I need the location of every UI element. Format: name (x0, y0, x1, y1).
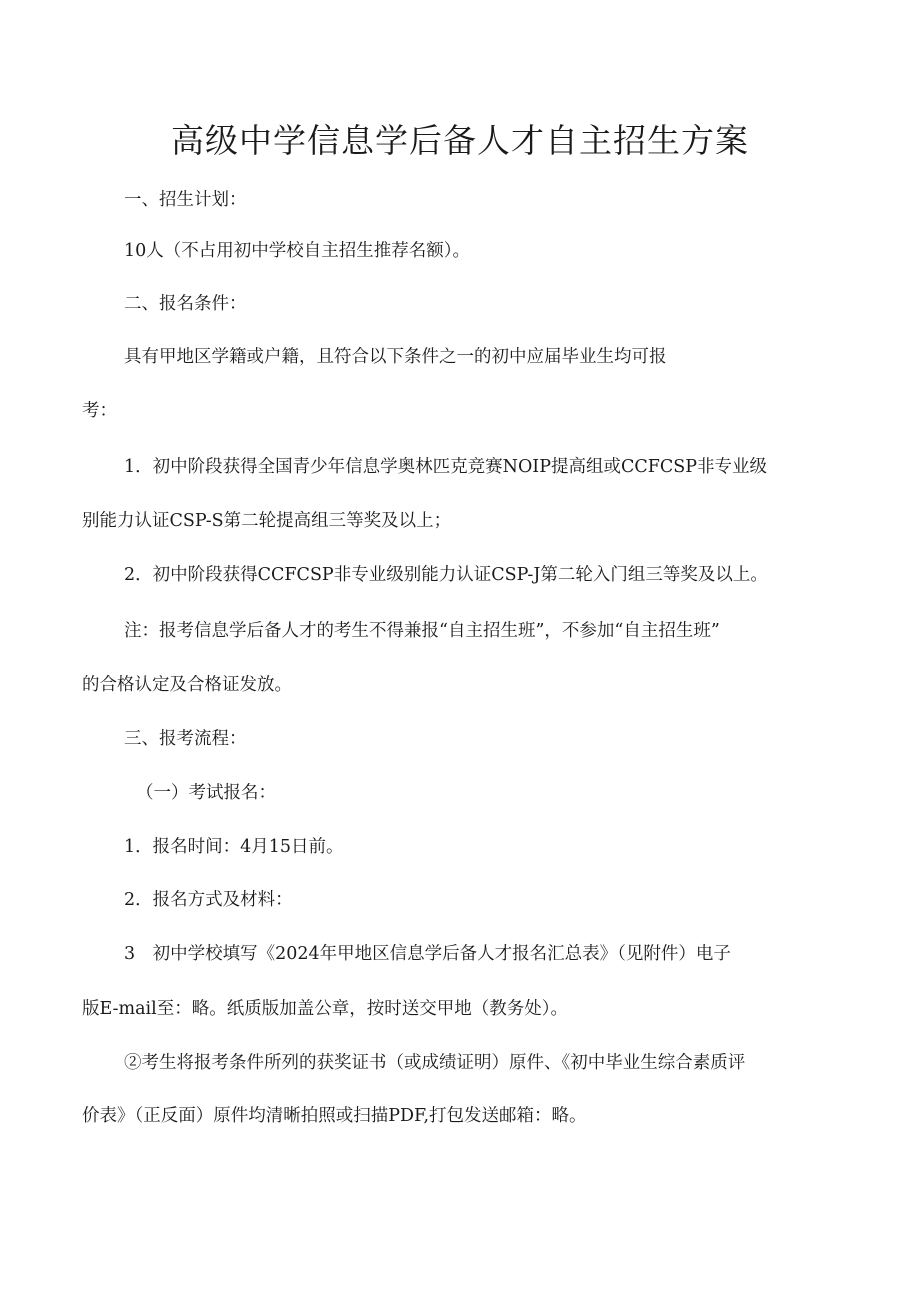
condition-1-line-2: 别能力认证CSP-S第二轮提高组三等奖及以上； (82, 511, 452, 531)
paragraph-eligibility-line-1: 具有甲地区学籍或户籍，且符合以下条件之一的初中应届毕业生均可报 (124, 347, 667, 367)
registration-method-item-2-line-2: 价表》（正反面）原件均清晰拍照或扫描PDF,打包发送邮箱：略。 (82, 1106, 587, 1126)
registration-method-item-2-line-1: ②考生将报考条件所列的获奖证书（或成绩证明）原件、《初中毕业生综合素质评 (124, 1053, 746, 1073)
paragraph-enrollment-quota: 10人（不占用初中学校自主招生推荐名额）。 (124, 241, 471, 261)
note-line-2: 的合格认定及合格证发放。 (82, 675, 292, 695)
paragraph-eligibility-line-2: 考： (82, 401, 117, 421)
condition-1-line-1: 1．初中阶段获得全国青少年信息学奥林匹克竞赛NOIP提高组或CCFCSP非专业级 (124, 457, 768, 477)
registration-method-item-1-line-2: 版E-mail至：略。纸质版加盖公章，按时送交甲地（教务处）。 (82, 999, 568, 1019)
registration-method-item-1-line-1: 3 初中学校填写《2024年甲地区信息学后备人才报名汇总表》（见附件）电子 (124, 944, 731, 964)
document-title: 高级中学信息学后备人才自主招生方案 (171, 121, 749, 160)
note-line-1: 注：报考信息学后备人才的考生不得兼报“自主招生班”，不参加“自主招生班” (124, 621, 720, 641)
section-heading-eligibility: 二、报名条件： (124, 294, 247, 314)
section-heading-enrollment-plan: 一、招生计划： (124, 190, 247, 210)
condition-2: 2．初中阶段获得CCFCSP非专业级别能力认证CSP-J第二轮入门组三等奖及以上。 (124, 565, 768, 585)
section-heading-process: 三、报考流程： (124, 729, 247, 749)
registration-method-heading: 2．报名方式及材料： (124, 890, 293, 910)
subsection-heading-registration: （一）考试报名： (136, 783, 276, 803)
registration-time: 1．报名时间：4月15日前。 (124, 837, 344, 857)
